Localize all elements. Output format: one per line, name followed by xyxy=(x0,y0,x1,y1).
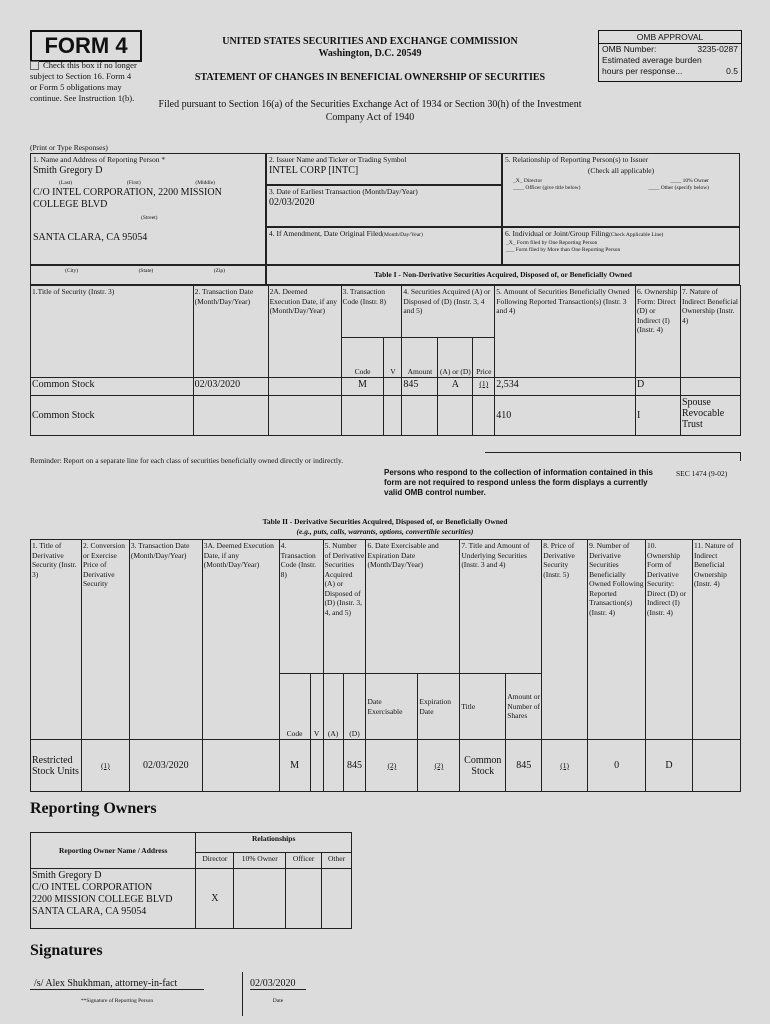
table1-row: Common Stock 02/03/2020 M 845 A (1) 2,534 D xyxy=(31,378,741,396)
owner-row xyxy=(31,869,352,929)
table1-header-row: 1.Title of Security (Instr. 3) 2. Transaction Date (Month/Day/Year) 2A. Deemed Execution Date, if any (Month/Day/Year) 3. Transaction Code (Instr. 8) 4. Securities Acquired (A) or Disposed of (D) (Instr. 3, 4 and 5) 5. Amount of Securities Beneficially Owned Following Reported Transaction(s) (Instr. 3 and 4) 6. Ownership Form: Direct (D) or Indirect (I) (Instr. 4) 7. Nature of Indirect Beneficial Ownership (Instr. 4) xyxy=(31,286,741,338)
footnote-link[interactable]: (1) xyxy=(473,378,495,396)
table2-row: Restricted Stock Units (1) 02/03/2020 M 845 (2) (2) Common Stock 845 (1) 0 D xyxy=(31,740,741,792)
reporting-person-name: Smith Gregory D xyxy=(33,165,103,176)
reporting-owners-heading: Reporting Owners xyxy=(30,800,157,817)
box2-issuer: 2. Issuer Name and Ticker or Trading Symbol INTEL CORP [INTC] xyxy=(266,153,502,185)
no-longer-subject-checkbox-text: Check this box if no longer subject to Section 16. Form 4 or Form 5 obligations may continue. See Instruction 1(b). xyxy=(30,60,137,103)
agency-name: UNITED STATES SECURITIES AND EXCHANGE COMMISSION xyxy=(222,36,518,47)
form-title: FORM 4 xyxy=(30,30,142,62)
box6-filing: 6. Individual or Joint/Group Filing(Check Applicable Line) _X_ Form filed by One Reporting Person ___ Form filed by More than One Reporting Person xyxy=(502,227,740,265)
city-state-zip: SANTA CLARA, CA 95054 xyxy=(33,232,148,243)
reporting-owners-table: Reporting Owner Name / Address Relationships Director 10% Owner Officer Other Smith Gregory D C/O INTEL CORPORATION 2200 MISSION COLLEGE BLVD SANTA CLARA, CA 95054 X xyxy=(30,832,352,929)
director-check: _X_ Director xyxy=(513,178,543,184)
notice-rule xyxy=(485,452,741,461)
earliest-transaction-date: 02/03/2020 xyxy=(269,197,315,208)
table1-title-cell: Table I - Non-Derivative Securities Acquired, Disposed of, or Beneficially Owned xyxy=(266,265,740,285)
table2-title: Table II - Derivative Securities Acquired, Disposed of, or Beneficially Owned (e.g., puts, calls, warrants, options, convertible securities) xyxy=(262,517,508,536)
agency-location: Washington, D.C. 20549 xyxy=(318,48,422,59)
persons-notice: Persons who respond to the collection of information contained in this form are not required to respond unless the form displays a currently valid OMB control number. xyxy=(384,468,653,497)
box4-amendment: 4. If Amendment, Date Original Filed(Month/Day/Year) xyxy=(266,227,502,265)
box3-earliest-date: 3. Date of Earliest Transaction (Month/Day/Year) 02/03/2020 xyxy=(266,185,502,227)
footnote-link[interactable]: (1) xyxy=(81,740,129,792)
omb-hours-row: hours per response... 0.5 xyxy=(602,66,738,76)
statement-title: STATEMENT OF CHANGES IN BENEFICIAL OWNERSHIP OF SECURITIES xyxy=(194,72,546,83)
footnote-link[interactable]: (1) xyxy=(542,740,588,792)
issuer-name: INTEL CORP [INTC] xyxy=(269,165,359,176)
signature-label: **Signature of Reporting Person xyxy=(80,998,154,1004)
owner-name-address: Smith Gregory D C/O INTEL CORPORATION 2200 MISSION COLLEGE BLVD SANTA CLARA, CA 95054 xyxy=(31,869,196,929)
footnote-link[interactable]: (2) xyxy=(366,740,418,792)
omb-title: OMB APPROVAL xyxy=(599,31,741,44)
table1: 1.Title of Security (Instr. 3) 2. Transaction Date (Month/Day/Year) 2A. Deemed Execution Date, if any (Month/Day/Year) 3. Transaction Code (Instr. 8) 4. Securities Acquired (A) or Disposed of (D) (Instr. 3, 4 and 5) 5. Amount of Securities Beneficially Owned Following Reported Transaction(s) (Instr. 3 and 4) 6. Ownership Form: Direct (D) or Indirect (I) (Instr. 4) 7. Nature of Indirect Beneficial Ownership (Instr. 4) Code V Amount (A) or (D) Price Common Stock 02/03/2020 M 845 A (1) 2,534 D Common Stock 410 I Spouse Revocable Trust xyxy=(30,285,741,436)
director-mark: X xyxy=(196,869,234,929)
street-address: C/O INTEL CORPORATION, 2200 MISSION COLLEGE BLVD xyxy=(33,187,222,210)
box1-reporting-person xyxy=(30,153,266,265)
signature-value: /s/ Alex Shukhman, attorney-in-fact xyxy=(30,978,204,990)
omb-approval-box xyxy=(598,30,742,82)
signature-date-label: Date xyxy=(272,998,284,1004)
omb-number-row: OMB Number: 3235-0287 xyxy=(602,44,738,54)
table2: 1. Title of Derivative Security (Instr. 3) 2. Conversion or Exercise Price of Derivative Security 3. Transaction Date (Month/Day/Year) 3A. Deemed Execution Date, if any (Month/Day/Year) 4. Transaction Code (Instr. 8) 5. Number of Derivative Securities Acquired (A) or Disposed of (D) (Instr. 3, 4, and 5) 6. Date Exercisable and Expiration Date (Month/Day/Year) 7. Title and Amount of Underlying Securities (Instr. 3 and 4) 8. Price of Derivative Security (Instr. 5) 9. Number of Derivative Securities Beneficially Owned Following Reported Transaction(s) (Instr. 4) 10. Ownership Form of Derivative Security: Direct (D) or Indirect (I) (Instr. 4) 11. Nature of Indirect Beneficial Ownership (Instr. 4) Code V (A) (D) Date Exercisable Expiration Date Title Amount or Number of Shares Restricted Stock Units (1) 02/03/2020 M 845 (2) (2) Common Stock 845 (1) 0 D xyxy=(30,539,741,792)
agency-heading xyxy=(160,36,580,60)
reminder: Reminder: Report on a separate line for each class of securities beneficially owned directly or indirectly. xyxy=(30,456,344,465)
box5-relationship: 5. Relationship of Reporting Person(s) to Issuer (Check all applicable) _X_ Director ____ 10% Owner ____ Officer (give title below) ____ Other (specify below) xyxy=(502,153,740,227)
filed-pursuant: Filed pursuant to Section 16(a) of the Securities Exchange Act of 1934 or Section 30(h) of the Investment Company Act of 1940 xyxy=(158,99,582,123)
signature-date: 02/03/2020 xyxy=(250,978,306,990)
omb-burden-row: Estimated average burden xyxy=(602,55,702,65)
print-note: (Print or Type Responses) xyxy=(30,143,108,152)
signatures-heading: Signatures xyxy=(30,942,103,959)
footnote-link[interactable]: (2) xyxy=(418,740,460,792)
street-label: (Street) xyxy=(141,215,158,221)
name-parts: (Last) (First) (Middle) xyxy=(59,180,215,186)
box1-label: 1. Name and Address of Reporting Person * xyxy=(33,155,166,164)
signature-divider xyxy=(242,972,243,1016)
table2-header-row: 1. Title of Derivative Security (Instr. 3) 2. Conversion or Exercise Price of Derivative Security 3. Transaction Date (Month/Day/Year) 3A. Deemed Execution Date, if any (Month/Day/Year) 4. Transaction Code (Instr. 8) 5. Number of Derivative Securities Acquired (A) or Disposed of (D) (Instr. 3, 4, and 5) 6. Date Exercisable and Expiration Date (Month/Day/Year) 7. Title and Amount of Underlying Securities (Instr. 3 and 4) 8. Price of Derivative Security (Instr. 5) 9. Number of Derivative Securities Beneficially Owned Following Reported Transaction(s) (Instr. 4) 10. Ownership Form of Derivative Security: Direct (D) or Indirect (I) (Instr. 4) 11. Nature of Indirect Beneficial Ownership (Instr. 4) xyxy=(31,540,741,674)
no-longer-subject-checkbox[interactable] xyxy=(30,61,39,70)
sec-code: SEC 1474 (9-02) xyxy=(676,469,728,478)
table1-row: Common Stock 410 I Spouse Revocable Trust xyxy=(31,396,741,436)
box1-city-labels: (City) (State) (Zip) xyxy=(30,265,266,285)
